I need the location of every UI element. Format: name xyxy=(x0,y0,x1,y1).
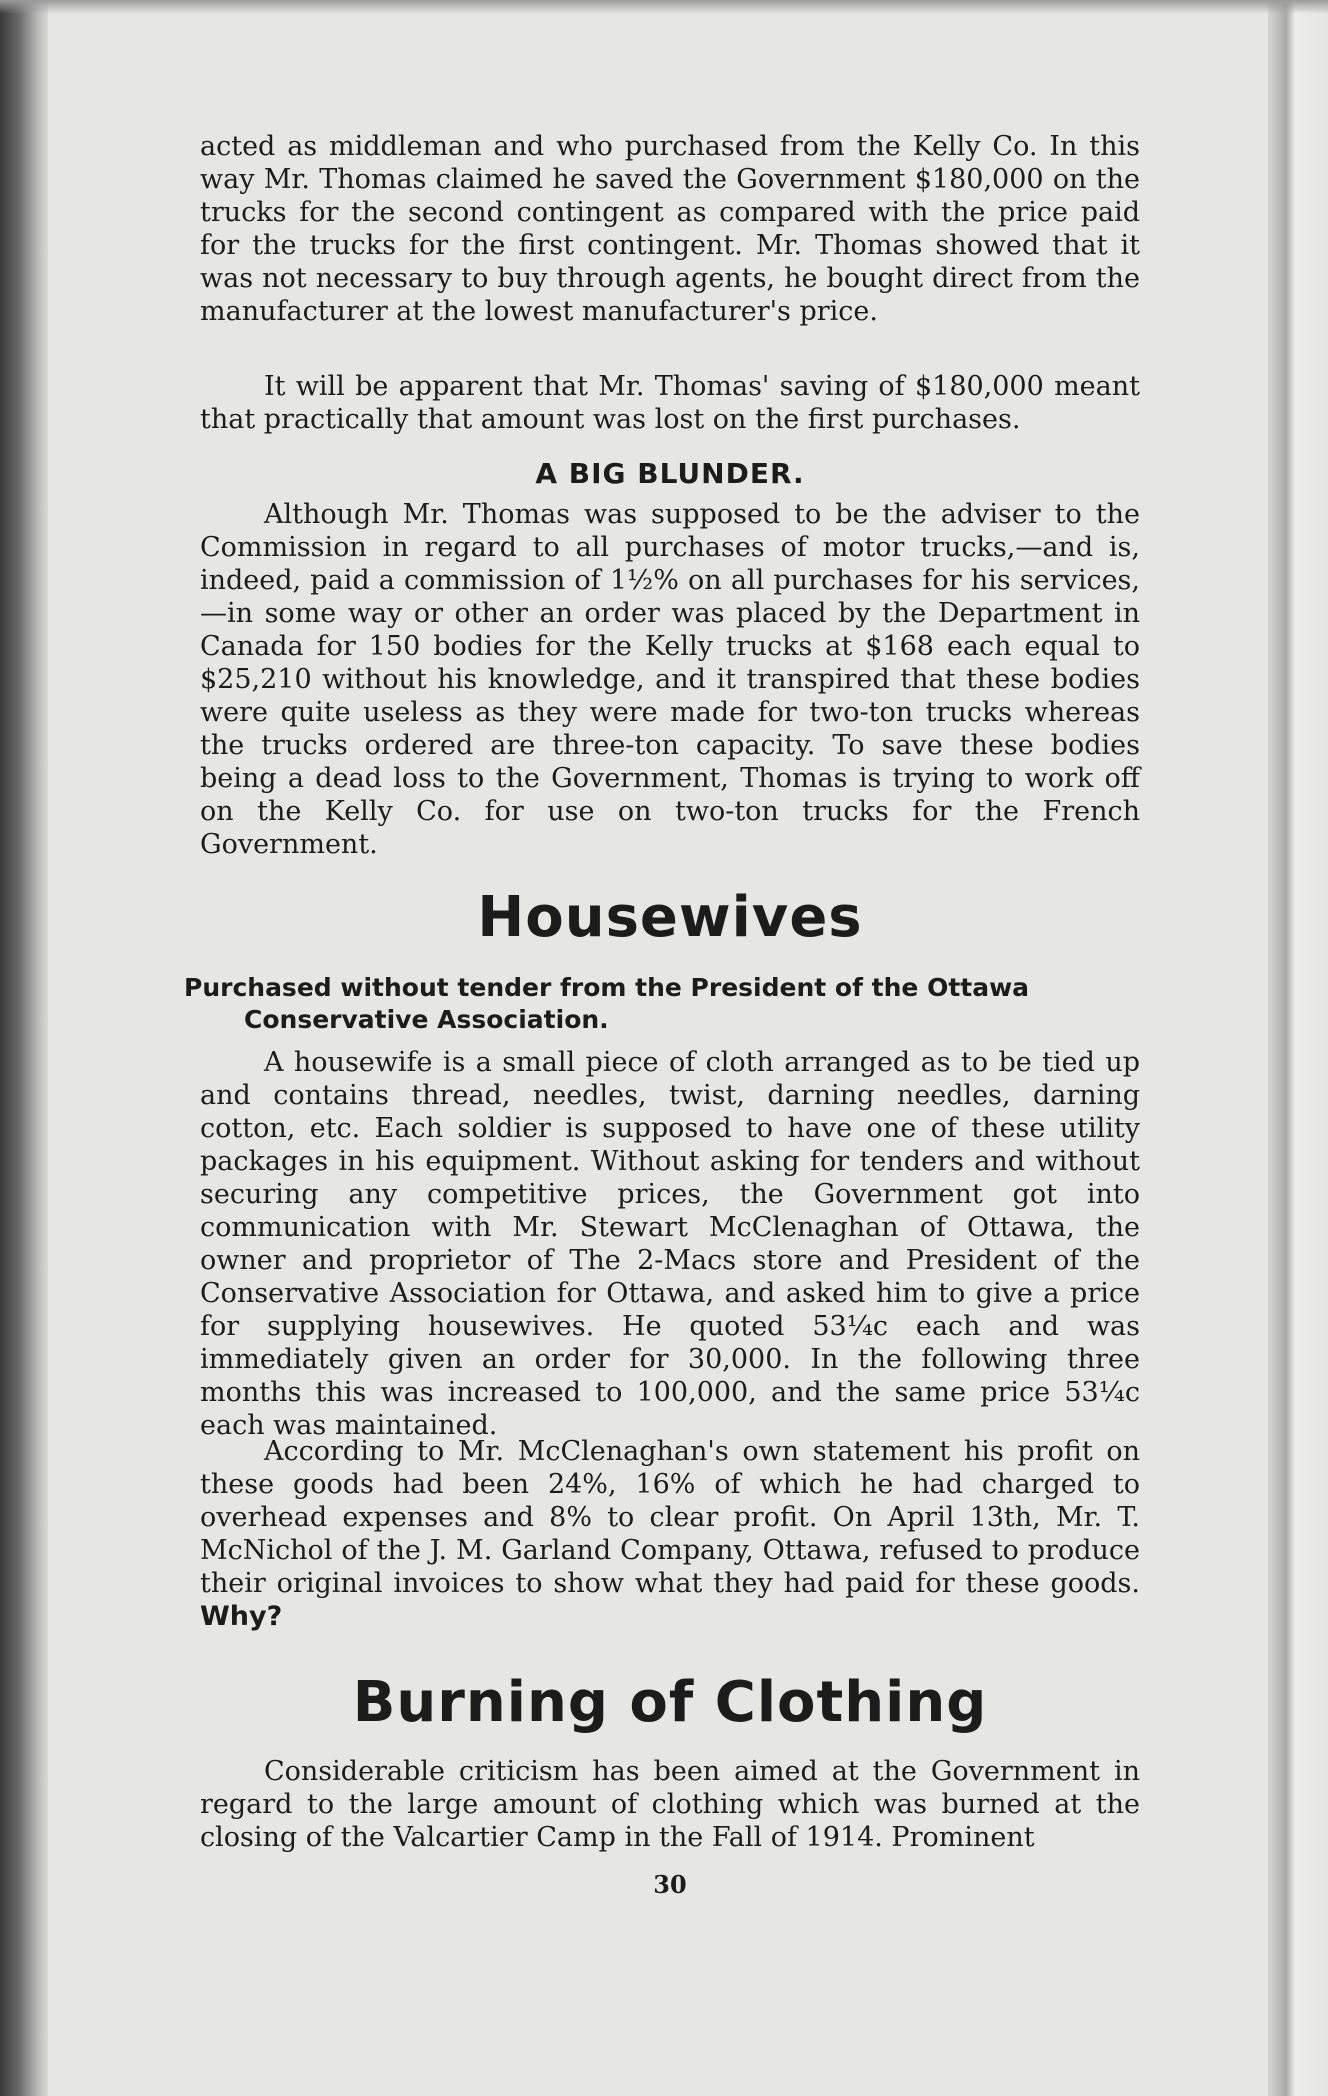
paragraph-profit xyxy=(200,1435,1140,1633)
paragraph-blunder: Although Mr. Thomas was supposed to be the adviser to the Commission in regard to all purchases of motor trucks,—and is, indeed, paid a commission of 1½% on all purchases for his services,—in some way or other an order was placed by the Department in Canada for 150 bodies for the Kelly trucks at $168 each equal to $25,210 without his knowledge, and it transpired that these bodies were quite useless as they were made for two-ton trucks whereas the trucks ordered are three-ton capacity. To save these bodies being a dead loss to the Government, Thomas is trying to work off on the Kelly Co. for use on two-ton trucks for the French Government. xyxy=(200,499,1140,860)
heading-housewives: Housewives xyxy=(477,885,863,950)
top-edge-shadow xyxy=(0,0,1328,14)
paragraph-middleman: acted as middleman and who purchased from the Kelly Co. In this way Mr. Thomas claimed he saved the Government $180,000 on the trucks for the second contingent as compared with the price paid for the trucks for the first contingent. Mr. Thomas showed that it was not necessary to buy through agents, he bought direct from the manufacturer at the lowest manufacturer's price. xyxy=(200,131,1140,327)
lead-housewives: Purchased without tender from the President of the Ottawa Conservative Association. xyxy=(184,973,1030,1034)
heading-burning-of-clothing: Burning of Clothing xyxy=(352,1670,988,1735)
subheading-big-blunder: A BIG BLUNDER. xyxy=(535,457,805,490)
page-number: 30 xyxy=(653,1870,687,1899)
page-content xyxy=(170,130,1170,1930)
paragraph-housewife: A housewife is a small piece of cloth arranged as to be tied up and contains thread, needles, twist, darning needles, darning cotton, etc. Each soldier is supposed to have one of these utility packages in his equipment. Without asking for tenders and without securing any competitive prices, the Government got into communication with Mr. Stewart McClenaghan of Ottawa, the owner and proprietor of The 2-Macs store and President of the Conservative Association for Ottawa, and asked him to give a price for supplying housewives. He quoted 53¼c each and was immediately given an order for 30,000. In the following three months this was increased to 100,000, and the same price 53¼c each was maintained. xyxy=(200,1047,1140,1441)
page-edge xyxy=(1268,0,1328,2096)
paragraph-criticism: Considerable criticism has been aimed at the Government in regard to the large amount of clothing which was burned at the closing of the Valcartier Camp in the Fall of 1914. Prominent xyxy=(200,1756,1140,1853)
paragraph-saving: It will be apparent that Mr. Thomas' saving of $180,000 meant that practically that amount was lost on the first purchases. xyxy=(200,371,1140,435)
why-emphasis: Why? xyxy=(200,1601,283,1632)
profit-text: According to Mr. McClenaghan's own statement his profit on these goods had been 24%, 16% of which he had charged to overhead expenses and 8% to clear profit. On April 13th, Mr. T. McNichol of the J. M. Garland Company, Ottawa, refused to produce their original invoices to show what they had paid for these goods. xyxy=(200,1436,1140,1599)
book-binding-shadow xyxy=(0,0,48,2096)
